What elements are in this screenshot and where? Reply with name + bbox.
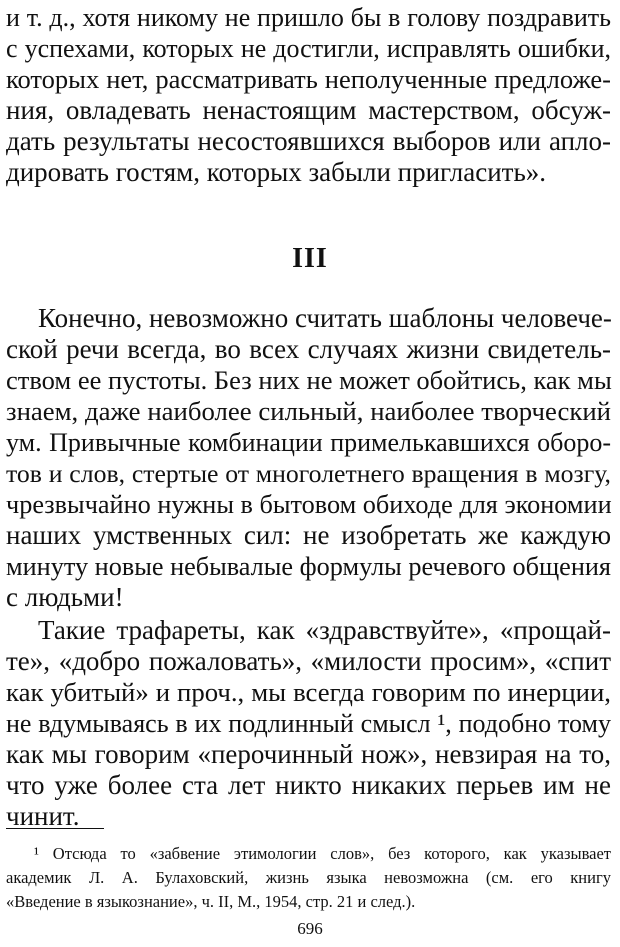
text-line: как убитый» и проч., мы всегда говорим по инерции, [6, 677, 611, 707]
text-line: минуту новые небывалые формулы речевого общения [6, 552, 612, 581]
text-line: как мы говорим «перочинный нож», невзирая на то, [6, 739, 611, 769]
text-line: Такие трафареты, как «здравствуйте», «прощай- [38, 615, 611, 645]
text-line: и т. д., хотя никому не пришло бы в голову поздравить [6, 3, 611, 32]
text-line: тов и слов, стертые от многолетнего вращения в мозгу, [6, 459, 611, 488]
footnote-line: академик Л. А. Булаховский, жизнь языка невозможна (см. его книгу [6, 868, 611, 887]
footnote-line: «Введение в языкознание», ч. II, М., 1954, стр. 21 и след.). [6, 892, 416, 911]
page-number: 696 [297, 919, 323, 938]
text-line: ум. Привычные комбинации примелькавшихся оборо- [6, 428, 611, 457]
text-line: ством ее пустоты. Без них не может обойтись, как мы [6, 365, 612, 395]
text-line: наших умственных сил: не изобретать же каждую [6, 520, 611, 550]
text-line: чинит. [6, 801, 80, 831]
footnote-line: ¹ Отсюда то «забвение этимологии слов», без которого, как указывает [34, 844, 611, 863]
text-line: что уже более ста лет никто никаких перьев им не [6, 770, 611, 800]
text-line: ния, овладевать ненастоящим мастерством, обсуж- [6, 95, 611, 125]
text-line: чрезвычайно нужны в бытовом обиходе для экономии [6, 490, 612, 519]
text-line: не вдумываясь в их подлинный смысл ¹, подобно тому [6, 709, 611, 738]
text-line: с людьми! [6, 582, 124, 612]
text-line: с успехами, которых не достигли, исправлять ошибки, [6, 34, 611, 63]
text-line: знаем, даже наиболее сильный, наиболее творческий [6, 396, 611, 426]
section-heading: III [292, 243, 328, 274]
text-line: ской речи всегда, во всех случаях жизни свидетель- [6, 334, 611, 364]
text-line: Конечно, невозможно считать шаблоны человече- [38, 303, 612, 333]
text-line: те», «добро пожаловать», «милости просим», «спит [6, 646, 611, 676]
text-line: дировать гостям, которых забыли пригласить». [6, 157, 547, 187]
text-line: дать результаты несостоявшихся выборов или апло- [6, 126, 611, 156]
text-line: которых нет, рассматривать неполученные предложе- [6, 64, 611, 94]
footnote-divider [6, 828, 104, 829]
